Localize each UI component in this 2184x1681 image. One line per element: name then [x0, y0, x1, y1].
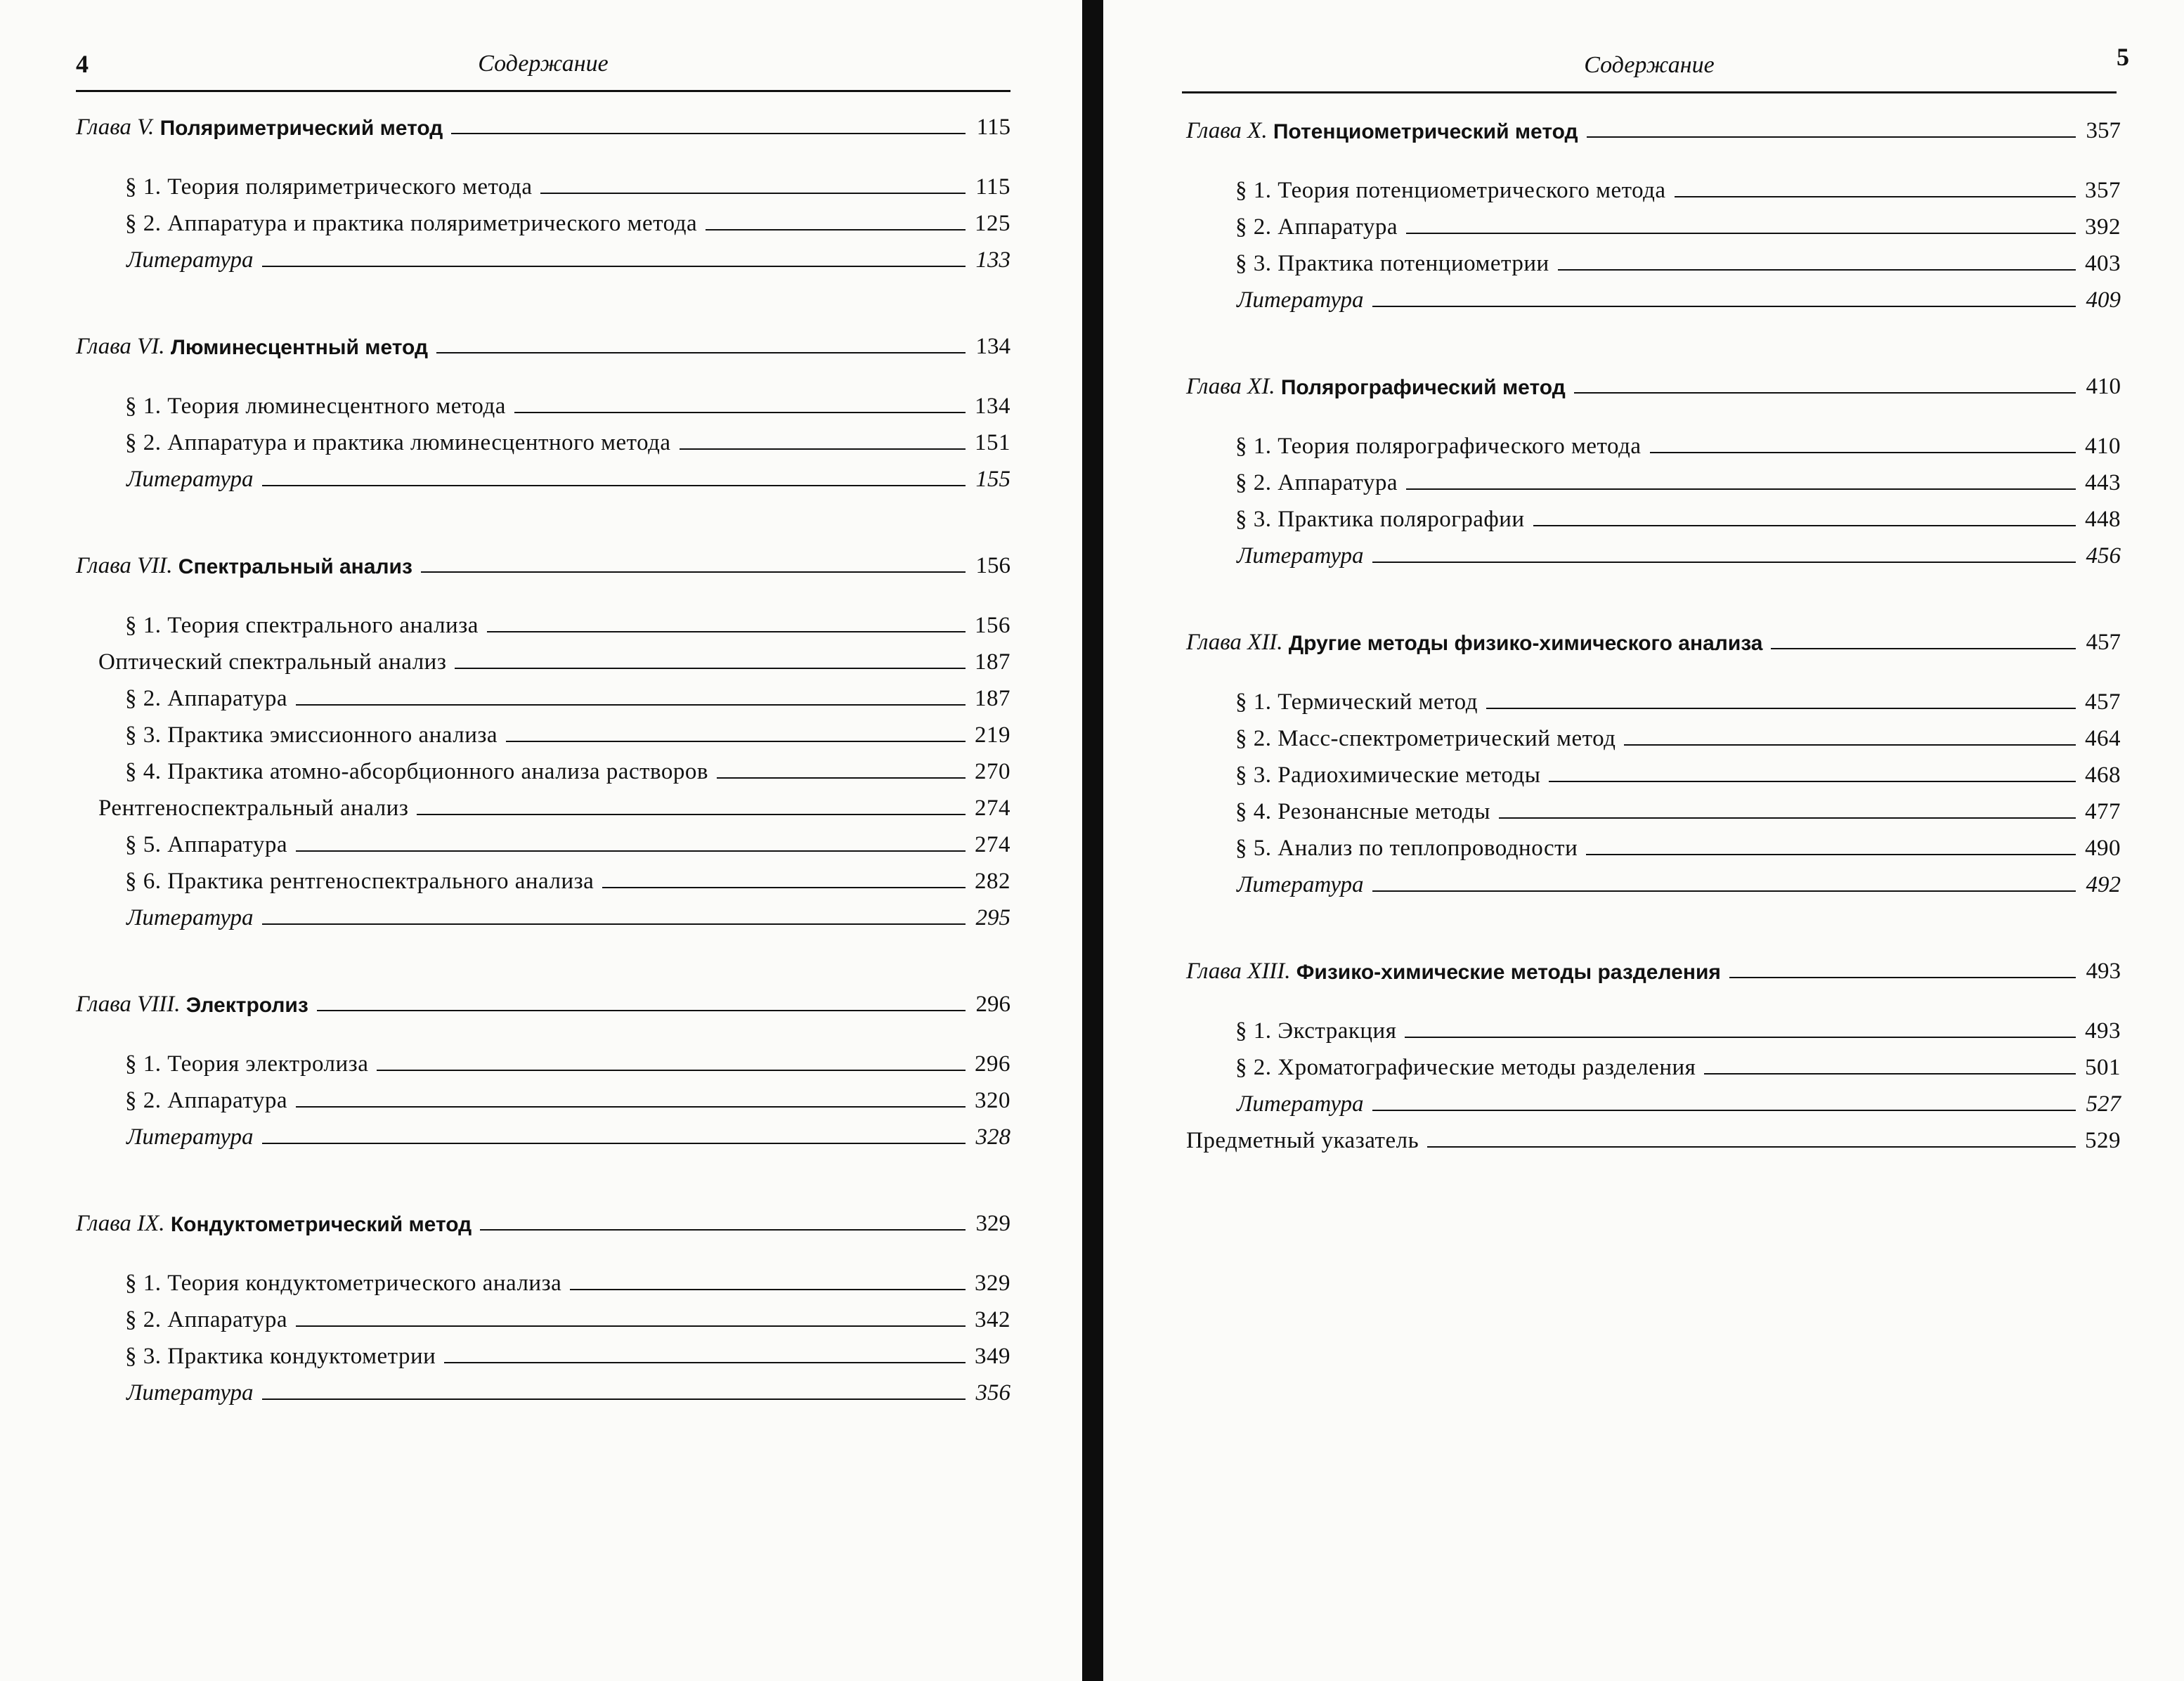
leader-line: [421, 571, 966, 573]
page-ref: 493: [2085, 1018, 2121, 1044]
page-ref: 493: [2086, 959, 2121, 984]
running-head: [1182, 43, 2129, 107]
leader-line: [487, 631, 966, 632]
page-ref: 464: [2085, 726, 2121, 751]
leader-line: [1587, 136, 2076, 138]
section-entry[interactable]: [76, 431, 1010, 455]
page-ref: 187: [975, 649, 1010, 675]
literature-entry[interactable]: [76, 907, 1010, 930]
chapter-block: [76, 335, 1010, 491]
leader-line: [717, 777, 966, 779]
leader-line: [514, 412, 966, 413]
entry-label: § 1. Теория поляриметрического метода: [125, 174, 533, 200]
chapter-heading[interactable]: [76, 993, 1010, 1016]
section-entry[interactable]: [1186, 764, 2121, 787]
subject-index-entry[interactable]: [1186, 1129, 2121, 1153]
chapter-title: Кондуктометрический метод: [170, 1213, 472, 1236]
page-ref: 296: [975, 1051, 1010, 1077]
spacer: [1291, 960, 1296, 983]
entry-label: § 1. Теория потенциометрического метода: [1235, 178, 1666, 203]
leader-line: [1405, 1037, 2076, 1038]
section-entry[interactable]: [76, 1309, 1010, 1332]
literature-entry[interactable]: [1186, 289, 2121, 312]
page-ref: 403: [2085, 251, 2121, 276]
chapter-title: Электролиз: [186, 994, 308, 1017]
literature-entry[interactable]: [1186, 1093, 2121, 1116]
entry-label: § 1. Экстракция: [1235, 1018, 1397, 1044]
leader-line: [1558, 269, 2076, 271]
leader-line: [296, 1325, 966, 1327]
chapter-title: Спектральный анализ: [178, 555, 412, 578]
entry-label: § 2. Аппаратура: [125, 1307, 287, 1332]
page-ref: 529: [2085, 1128, 2121, 1153]
chapter-heading[interactable]: [76, 116, 1010, 139]
spacer: [1283, 631, 1289, 654]
entry-label: § 5. Аппаратура: [125, 832, 287, 857]
section-entry[interactable]: [76, 1089, 1010, 1112]
page-ref: 156: [975, 613, 1010, 638]
page-ref: 468: [2085, 762, 2121, 788]
section-entry[interactable]: [1186, 252, 2121, 275]
chapter-title: Поляриметрический метод: [160, 117, 443, 140]
entry-label: Литература: [1237, 287, 1364, 313]
chapter-block: [76, 1212, 1010, 1405]
page-ref: 356: [975, 1380, 1010, 1406]
leader-line: [296, 850, 966, 852]
section-entry[interactable]: [76, 724, 1010, 747]
literature-entry[interactable]: [76, 249, 1010, 272]
entry-label: § 2. Масс-спектрометрический метод: [1235, 726, 1616, 751]
page-ref: 151: [975, 430, 1010, 455]
chapter-title: Потенциометрический метод: [1273, 120, 1578, 143]
leader-line: [455, 668, 966, 669]
chapter-label: Глава VIII.: [76, 992, 181, 1017]
page-ref: 492: [2086, 872, 2121, 897]
entry-label: § 2. Аппаратура и практика поляриметрического метода: [125, 211, 698, 236]
page-ref: 357: [2085, 178, 2121, 203]
section-entry[interactable]: [76, 395, 1010, 418]
chapter-block: [1186, 375, 2121, 568]
page-number: 5: [2117, 43, 2129, 71]
entry-label: § 6. Практика рентгеноспектрального анализа: [125, 869, 594, 894]
entry-label: § 3. Радиохимические методы: [1235, 762, 1541, 788]
section-entry[interactable]: [76, 1345, 1010, 1368]
page-ref: 490: [2085, 836, 2121, 861]
section-entry[interactable]: [76, 1053, 1010, 1076]
chapter-label: Глава X.: [1186, 118, 1268, 143]
section-entry[interactable]: [76, 176, 1010, 199]
page-ref: 155: [975, 467, 1010, 492]
section-entry[interactable]: [76, 687, 1010, 710]
leader-line: [1499, 817, 2076, 819]
section-entry[interactable]: [1186, 1056, 2121, 1079]
leader-line: [377, 1070, 966, 1071]
leader-line: [1729, 977, 2076, 978]
chapter-title: Люминесцентный метод: [170, 336, 429, 359]
page-ref: 342: [975, 1307, 1010, 1332]
page-ref: 357: [2086, 118, 2121, 143]
leader-line: [1372, 890, 2076, 892]
page-ref: 329: [975, 1271, 1010, 1296]
entry-label: § 1. Теория полярографического метода: [1235, 434, 1642, 459]
leader-line: [706, 229, 966, 231]
literature-entry[interactable]: [76, 1126, 1010, 1149]
chapter-label: Глава XI.: [1186, 374, 1275, 399]
chapter-block: [1186, 119, 2121, 312]
page-ref: 409: [2086, 287, 2121, 313]
entry-label: § 2. Аппаратура: [1235, 470, 1398, 495]
section-entry[interactable]: [76, 212, 1010, 235]
entry-label: § 1. Теория люминесцентного метода: [125, 394, 506, 419]
leader-line: [296, 704, 966, 706]
leader-line: [480, 1229, 966, 1231]
entry-label: Литература: [1237, 1091, 1364, 1117]
page-ref: 134: [975, 394, 1010, 419]
section-entry[interactable]: [1186, 1020, 2121, 1043]
leader-line: [1406, 488, 2076, 490]
page-ref: 477: [2085, 799, 2121, 824]
leader-line: [1486, 708, 2076, 709]
spacer: [165, 1212, 171, 1235]
entry-label: § 3. Практика потенциометрии: [1235, 251, 1549, 276]
entry-label: § 4. Практика атомно-абсорбционного анализа растворов: [125, 759, 708, 784]
spacer: [181, 993, 186, 1016]
section-entry[interactable]: [1186, 691, 2121, 714]
page-ref: 295: [975, 905, 1010, 930]
page-ref: 320: [975, 1088, 1010, 1113]
section-entry[interactable]: [1186, 508, 2121, 531]
leader-line: [1624, 744, 2076, 746]
page-ref: 501: [2085, 1055, 2121, 1080]
leader-line: [1406, 233, 2076, 234]
entry-label: § 2. Аппаратура: [1235, 214, 1398, 240]
leader-line: [1533, 525, 2076, 526]
chapter-block: [76, 116, 1010, 272]
section-entry[interactable]: [1186, 435, 2121, 458]
leader-line: [262, 923, 966, 925]
chapter-label: Глава VII.: [76, 553, 173, 578]
running-title: Содержание: [478, 51, 609, 77]
literature-entry[interactable]: [76, 1382, 1010, 1405]
chapter-label: Глава XII.: [1186, 630, 1283, 655]
running-head: [76, 49, 1010, 105]
page-ref: 296: [975, 992, 1010, 1017]
header-rule: [76, 90, 1010, 92]
page-ref: 527: [2086, 1091, 2121, 1117]
leader-line: [1574, 392, 2076, 394]
entry-label: § 5. Анализ по теплопроводности: [1235, 836, 1578, 861]
leader-line: [1650, 452, 2076, 453]
page-ref: 457: [2085, 689, 2121, 715]
entry-label: § 1. Теория электролиза: [125, 1051, 369, 1077]
leader-line: [451, 133, 966, 134]
section-entry[interactable]: [1186, 179, 2121, 202]
leader-line: [540, 193, 966, 194]
page-ref: 329: [975, 1211, 1010, 1236]
entry-label: Рентгеноспектральный анализ: [98, 796, 409, 821]
page-ref: 410: [2085, 434, 2121, 459]
entry-label: Литература: [126, 247, 254, 273]
chapter-block: [1186, 960, 2121, 1153]
page-ref: 219: [975, 722, 1010, 748]
subsection-heading[interactable]: [76, 651, 1010, 674]
leader-line: [317, 1010, 966, 1011]
entry-label: § 1. Термический метод: [1235, 689, 1478, 715]
page-ref: 349: [975, 1344, 1010, 1369]
entry-label: § 3. Практика кондуктометрии: [125, 1344, 436, 1369]
left-page: [0, 0, 1082, 1681]
page-ref: 282: [975, 869, 1010, 894]
chapter-heading[interactable]: [1186, 375, 2121, 398]
spacer: [165, 335, 171, 358]
chapter-label: Глава V.: [76, 115, 155, 140]
chapter-block: [1186, 631, 2121, 897]
page-ref: 448: [2085, 507, 2121, 532]
page-ref: 270: [975, 759, 1010, 784]
entry-label: § 1. Теория кондуктометрического анализа: [125, 1271, 562, 1296]
page-ref: 125: [975, 211, 1010, 236]
spacer: [154, 116, 160, 139]
entry-label: Литература: [1237, 872, 1364, 897]
leader-line: [506, 741, 966, 742]
section-entry[interactable]: [1186, 800, 2121, 824]
entry-label: Литература: [126, 467, 254, 492]
page-ref: 115: [975, 174, 1010, 200]
page-ref: 392: [2085, 214, 2121, 240]
leader-line: [1372, 562, 2076, 563]
leader-line: [1549, 781, 2076, 782]
entry-label: Литература: [126, 1380, 254, 1406]
header-rule: [1182, 91, 2117, 93]
book-gutter: [1082, 0, 1103, 1681]
entry-label: § 1. Теория спектрального анализа: [125, 613, 479, 638]
spacer: [173, 554, 178, 578]
page-ref: 187: [975, 686, 1010, 711]
leader-line: [1372, 306, 2076, 307]
entry-label: Литература: [1237, 543, 1364, 569]
leader-line: [570, 1289, 966, 1290]
page-ref: 328: [975, 1124, 1010, 1150]
page-ref: 443: [2085, 470, 2121, 495]
page-ref: 456: [2086, 543, 2121, 569]
page-ref: 410: [2086, 374, 2121, 399]
leader-line: [1704, 1073, 2076, 1075]
leader-line: [262, 1143, 966, 1144]
entry-label: § 2. Аппаратура: [125, 686, 287, 711]
table-of-contents: [1186, 119, 2121, 1216]
literature-entry[interactable]: [76, 468, 1010, 491]
chapter-heading[interactable]: [1186, 960, 2121, 983]
chapter-heading[interactable]: [76, 554, 1010, 578]
chapter-heading[interactable]: [76, 335, 1010, 358]
spacer: [1275, 375, 1281, 398]
section-entry[interactable]: [76, 833, 1010, 857]
chapter-heading[interactable]: [76, 1212, 1010, 1235]
right-page: [1103, 0, 2184, 1681]
leader-line: [1586, 854, 2076, 855]
literature-entry[interactable]: [1186, 545, 2121, 568]
leader-line: [417, 814, 966, 815]
leader-line: [296, 1106, 966, 1108]
chapter-block: [76, 993, 1010, 1149]
leader-line: [262, 1398, 966, 1400]
leader-line: [262, 485, 966, 486]
page-ref: 134: [975, 334, 1010, 359]
chapter-title: Полярографический метод: [1280, 376, 1566, 399]
page-ref: 115: [976, 115, 1010, 140]
entry-label: Литература: [126, 905, 254, 930]
entry-label: Оптический спектральный анализ: [98, 649, 447, 675]
chapter-block: [76, 554, 1010, 930]
leader-line: [1675, 196, 2076, 197]
chapter-heading[interactable]: [1186, 631, 2121, 654]
leader-line: [1427, 1146, 2076, 1148]
literature-entry[interactable]: [1186, 874, 2121, 897]
chapter-label: Глава XIII.: [1186, 959, 1291, 984]
page-ref: 274: [975, 796, 1010, 821]
leader-line: [262, 266, 966, 267]
section-entry[interactable]: [76, 760, 1010, 784]
section-entry[interactable]: [1186, 472, 2121, 495]
leader-line: [602, 887, 966, 888]
entry-label: § 4. Резонансные методы: [1235, 799, 1490, 824]
chapter-title: Другие методы физико-химического анализа: [1288, 632, 1763, 655]
subsection-heading[interactable]: [76, 797, 1010, 820]
leader-line: [436, 352, 966, 353]
table-of-contents: [76, 116, 1010, 1468]
section-entry[interactable]: [1186, 727, 2121, 751]
entry-label: Предметный указатель: [1186, 1128, 1419, 1153]
section-entry[interactable]: [76, 870, 1010, 893]
leader-line: [1771, 648, 2076, 649]
entry-label: § 3. Практика эмиссионного анализа: [125, 722, 498, 748]
page-ref: 274: [975, 832, 1010, 857]
chapter-title: Физико-химические методы разделения: [1296, 961, 1721, 984]
page-number: 4: [76, 50, 89, 78]
section-entry[interactable]: [76, 1272, 1010, 1295]
entry-label: § 3. Практика полярографии: [1235, 507, 1525, 532]
entry-label: § 2. Аппаратура: [125, 1088, 287, 1113]
page-ref: 457: [2086, 630, 2121, 655]
entry-label: § 2. Аппаратура и практика люминесцентного метода: [125, 430, 671, 455]
section-entry[interactable]: [1186, 837, 2121, 860]
section-entry[interactable]: [76, 614, 1010, 637]
leader-line: [1372, 1110, 2076, 1111]
entry-label: Литература: [126, 1124, 254, 1150]
page-ref: 156: [975, 553, 1010, 578]
leader-line: [444, 1362, 966, 1363]
chapter-label: Глава IX.: [76, 1211, 165, 1236]
chapter-label: Глава VI.: [76, 334, 165, 359]
section-entry[interactable]: [1186, 216, 2121, 239]
entry-label: § 2. Хроматографические методы разделения: [1235, 1055, 1696, 1080]
page-ref: 133: [975, 247, 1010, 273]
chapter-heading[interactable]: [1186, 119, 2121, 143]
spacer: [1268, 119, 1273, 143]
leader-line: [680, 448, 966, 450]
running-title: Содержание: [1584, 52, 1715, 78]
